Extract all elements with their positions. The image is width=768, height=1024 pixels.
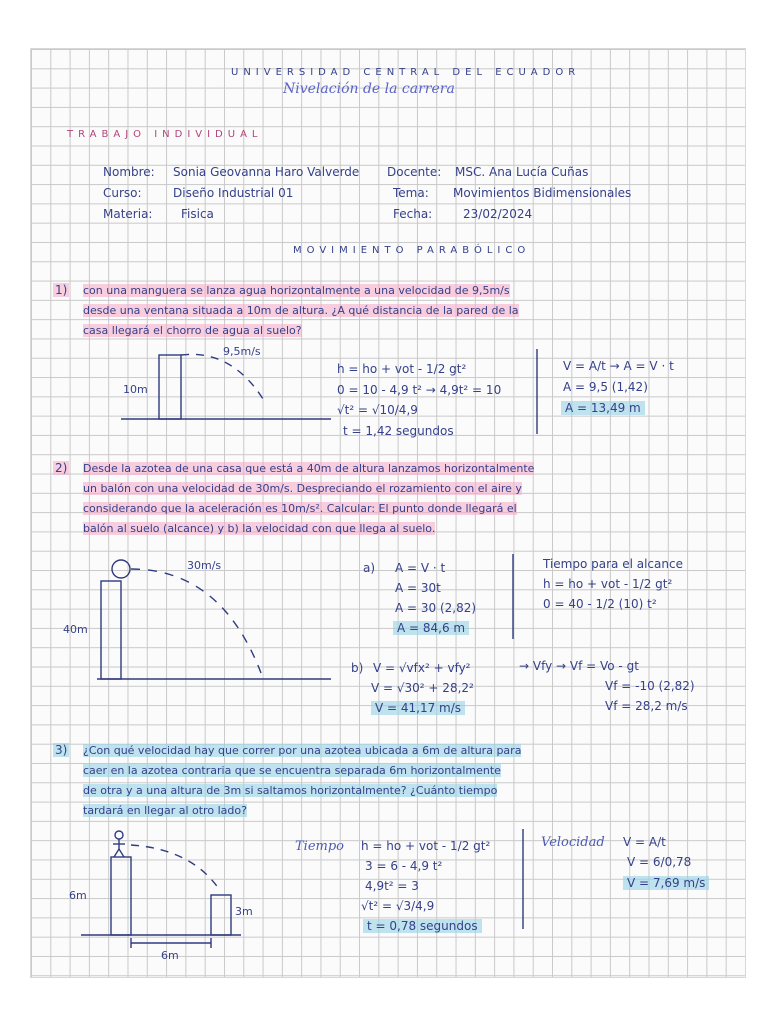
p1-eq2: 0 = 10 - 4,9 t² → 4,9t² = 10 — [337, 383, 502, 397]
p2-b1: V = √vfx² + vfy² — [373, 661, 471, 675]
assignment-title: TRABAJO INDIVIDUAL — [67, 129, 263, 140]
problem2-number: 2) — [55, 461, 68, 475]
fig3-distance: 6m — [161, 949, 179, 962]
section-title: MOVIMIENTO PARABÓLICO — [293, 245, 531, 256]
p2-b3: V = 41,17 m/s — [371, 701, 465, 715]
p3-e5: t = 0,78 segundos — [363, 919, 482, 933]
materia-label: Materia: — [103, 207, 153, 221]
p2-t1: h = ho + vot - 1/2 gt² — [543, 577, 673, 591]
problem3-line4: tardará en llegar al otro lado? — [83, 804, 247, 817]
p2-b2: V = √30² + 28,2² — [371, 681, 474, 695]
problem3-line3: de otra y a una altura de 3m si saltamos horizontalmente? ¿Cuánto tiempo — [83, 784, 498, 797]
fig1-height: 10m — [123, 383, 148, 396]
materia-value: Fisica — [181, 207, 214, 221]
p1-v1: V = A/t → A = V · t — [563, 359, 674, 373]
curso-value: Diseño Industrial 01 — [173, 186, 294, 200]
p2-vfy2: Vf = 28,2 m/s — [605, 699, 688, 713]
p2-a-label: a) — [363, 561, 376, 575]
p2-b-label: b) — [351, 661, 364, 675]
p1-v2: A = 9,5 (1,42) — [563, 380, 648, 394]
problem1-line1: con una manguera se lanza agua horizontalmente a una velocidad de 9,5m/s — [83, 284, 510, 297]
problem2-line3: considerando que la aceleración es 10m/s². Calcular: El punto donde llegará el — [83, 502, 517, 515]
p2-vfy1: Vf = -10 (2,82) — [605, 679, 695, 693]
p3-e2: 3 = 6 - 4,9 t² — [365, 859, 443, 873]
problem3-number: 3) — [55, 743, 68, 757]
fecha-value: 23/02/2024 — [463, 207, 533, 221]
fig2-height: 40m — [63, 623, 88, 636]
problem2-line1: Desde la azotea de una casa que está a 40m de altura lanzamos horizontalmente — [83, 462, 535, 475]
p2-vfy-label: → Vfy → Vf = Vo - gt — [519, 659, 639, 673]
fig1-speed: 9,5m/s — [223, 345, 261, 358]
p3-e4: √t² = √3/4,9 — [361, 899, 435, 913]
p1-eq1: h = ho + vot - 1/2 gt² — [337, 362, 467, 376]
problem1-line2: desde una ventana situada a 10m de altura. ¿A qué distancia de la pared de la — [83, 304, 519, 317]
p3-velocidad-label: Velocidad — [541, 835, 605, 850]
tema-value: Movimientos Bidimensionales — [453, 186, 632, 200]
curso-label: Curso: — [103, 186, 142, 200]
program-title: Nivelación de la carrera — [283, 81, 455, 97]
p1-v3: A = 13,49 m — [561, 401, 645, 415]
p3-e1: h = ho + vot - 1/2 gt² — [361, 839, 491, 853]
p2-a3: A = 30 (2,82) — [395, 601, 477, 615]
p3-w1: V = A/t — [623, 835, 666, 849]
problem2-line4: balón al suelo (alcance) y b) la velocidad con que llega al suelo. — [83, 522, 436, 535]
p2-a1: A = V · t — [395, 561, 446, 575]
problem2-line2: un balón con una velocidad de 30m/s. Despreciando el rozamiento con el aire y — [83, 482, 522, 495]
problem1-number: 1) — [55, 283, 68, 297]
nombre-value: Sonia Geovanna Haro Valverde — [173, 165, 360, 179]
p3-e3: 4,9t² = 3 — [365, 879, 419, 893]
docente-label: Docente: — [387, 165, 442, 179]
p2-a2: A = 30t — [395, 581, 441, 595]
p3-w2: V = 6/0,78 — [627, 855, 692, 869]
problem3-line1: ¿Con qué velocidad hay que correr por una azotea ubicada a 6m de altura para — [83, 744, 522, 757]
p2-t2: 0 = 40 - 1/2 (10) t² — [543, 597, 657, 611]
p3-tiempo-label: Tiempo — [295, 839, 344, 854]
p1-eq3: √t² = √10/4,9 — [337, 403, 418, 417]
university-title: UNIVERSIDAD CENTRAL DEL ECUADOR — [231, 67, 581, 78]
fig3-right-height: 3m — [235, 905, 253, 918]
p2-time-title: Tiempo para el alcance — [543, 557, 683, 571]
tema-label: Tema: — [393, 186, 429, 200]
fig2-speed: 30m/s — [187, 559, 222, 572]
fig3-left-height: 6m — [69, 889, 87, 902]
nombre-label: Nombre: — [103, 165, 155, 179]
p2-a4: A = 84,6 m — [393, 621, 469, 635]
problem1-line3: casa llegará el chorro de agua al suelo? — [83, 324, 302, 337]
p1-eq4: t = 1,42 segundos — [343, 424, 454, 438]
docente-value: MSC. Ana Lucía Cuñas — [455, 165, 589, 179]
problem3-line2: caer en la azotea contraria que se encuentra separada 6m horizontalmente — [83, 764, 501, 777]
p3-w3: V = 7,69 m/s — [623, 876, 709, 890]
fecha-label: Fecha: — [393, 207, 433, 221]
graph-paper-sheet — [30, 48, 746, 978]
